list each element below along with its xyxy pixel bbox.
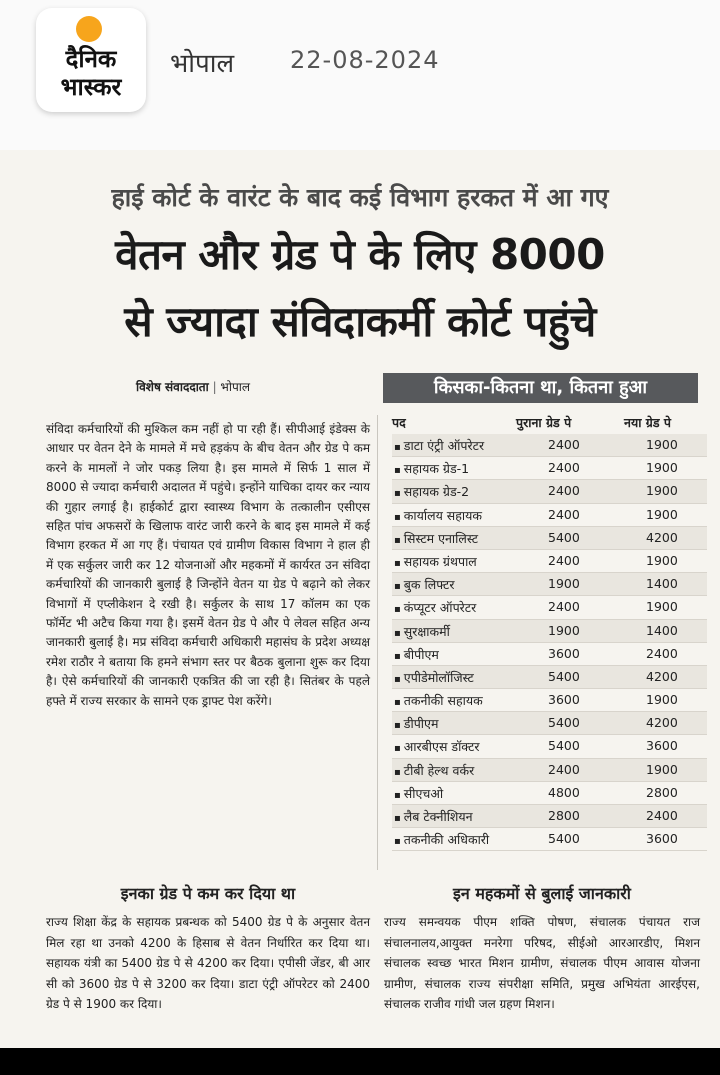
table-row [392, 504, 707, 527]
cell-post: ▪ सहायक ग्रेड-2 [394, 483, 469, 500]
cell-new: 1400 [646, 622, 678, 638]
table-row [392, 759, 707, 782]
table-header-row [392, 412, 707, 434]
table-row [392, 550, 707, 573]
table-body [392, 434, 707, 851]
grade-pay-table [392, 412, 707, 851]
table-row [392, 805, 707, 828]
cell-old: 2400 [548, 599, 580, 615]
cell-post: ▪ बुक लिफ्टर [394, 576, 454, 593]
cell-new: 1900 [646, 692, 678, 708]
sun-icon [76, 16, 102, 42]
clipping-header [0, 0, 720, 150]
subheading-reduced-grade-pay: इनका ग्रेड पे कम कर दिया था [120, 884, 296, 903]
cell-post: ▪ बीपीएम [394, 646, 439, 663]
cell-post: ▪ डाटा एंट्री ऑपरेटर [394, 437, 484, 454]
cell-old: 3600 [548, 645, 580, 661]
logo-text-line2: भास्कर [60, 72, 122, 101]
cell-post: ▪ सीएचओ [394, 785, 443, 802]
departments-text: राज्य समन्वयक पीएम शक्ति पोषण, संचालक पंचायत राज संचालनालय,आयुक्त मनरेगा परिषद, सीईओ आरआरडीए, मिशन संचालक स्वच्छ भारत मिशन ग्रामीण, संचालक पीएम आवास योजना ग्रामीण, संचालक राज्य संपरीक्षा समिति, प्रमुख अभियंता आरईएस, संचालक राजीव गांधी जल ग्रहण मिशन। [384, 915, 700, 1011]
cell-post: ▪ तकनीकी अधिकारी [394, 831, 489, 848]
cell-old: 5400 [548, 668, 580, 684]
cell-old: 5400 [548, 529, 580, 545]
cell-old: 5400 [548, 715, 580, 731]
cell-post: ▪ डीपीएम [394, 715, 438, 732]
logo-text-line1: दैनिक [65, 44, 117, 73]
table-row [392, 828, 707, 851]
table-title-banner: किसका-कितना था, कितना हुआ [383, 373, 698, 403]
cell-old: 2400 [548, 483, 580, 499]
edition-date: 22-08-2024 [290, 46, 440, 74]
column-divider [377, 415, 378, 870]
cell-new: 1900 [646, 506, 678, 522]
cell-new: 1900 [646, 599, 678, 615]
cell-new: 3600 [646, 738, 678, 754]
cell-new: 1900 [646, 761, 678, 777]
table-row [392, 782, 707, 805]
table-row [392, 573, 707, 596]
cell-post: ▪ लैब टेक्नीशियन [394, 808, 473, 825]
cell-new: 1900 [646, 460, 678, 476]
cell-post: ▪ आरबीएस डॉक्टर [394, 738, 480, 755]
byline-city: भोपाल [220, 380, 251, 394]
byline-separator: | [208, 380, 221, 394]
table-row [392, 735, 707, 758]
cell-new: 1900 [646, 552, 678, 568]
table-row [392, 596, 707, 619]
cell-new: 3600 [646, 831, 678, 847]
cell-old: 2800 [548, 808, 580, 823]
table-row [392, 620, 707, 643]
cell-post: ▪ सिस्टम एनालिस्ट [394, 530, 478, 547]
cell-old: 4800 [548, 784, 580, 800]
reduced-grade-pay-text: राज्य शिक्षा केंद्र के सहायक प्रबन्धक को 5400 ग्रेड पे के अनुसार वेतन मिल रहा था उनको 4200 के हिसाब से वेतन निर्धारित कर दिया था। सहायक यंत्री का 5400 ग्रेड पे से 4200 कर दिया। एपीसी जेंडर, बी आर सी को 3600 ग्रेड पे से 3200 कर दिया। डाटा एंट्री ऑपरेटर को 2400 ग्रेड पे से 1900 कर दिया। [46, 915, 370, 1011]
cell-post: ▪ सहायक ग्रंथपाल [394, 553, 477, 570]
cell-new: 2800 [646, 784, 678, 800]
cell-new: 1900 [646, 483, 678, 499]
cell-old: 5400 [548, 738, 580, 754]
cell-old: 5400 [548, 831, 580, 847]
byline [136, 378, 250, 395]
cell-new: 2400 [646, 808, 678, 823]
table-row [392, 434, 707, 457]
table-row [392, 689, 707, 712]
cell-post: ▪ तकनीकी सहायक [394, 692, 483, 709]
table-row [392, 666, 707, 689]
cell-post: ▪ सहायक ग्रेड-1 [394, 460, 469, 477]
cell-post: ▪ कार्यालय सहायक [394, 507, 482, 524]
cell-new: 4200 [646, 529, 678, 545]
header-post: पद [392, 415, 406, 430]
dainik-bhaskar-logo [36, 8, 146, 112]
cell-old: 2400 [548, 437, 580, 452]
headline-line1: वेतन और ग्रेड पे के लिए 8000 [115, 230, 605, 279]
header-new-grade-pay: नया ग्रेड पे [624, 415, 671, 430]
cell-old: 1900 [548, 576, 580, 592]
table-row [392, 527, 707, 550]
cell-new: 4200 [646, 715, 678, 731]
byline-role: विशेष संवाददाता [136, 380, 209, 394]
table-row [392, 457, 707, 480]
subheading-departments: इन महकमों से बुलाई जानकारी [453, 884, 631, 903]
cell-old: 3600 [548, 692, 580, 708]
cell-old: 2400 [548, 761, 580, 777]
cell-old: 2400 [548, 460, 580, 476]
cell-new: 1900 [646, 437, 678, 452]
cell-new: 1400 [646, 576, 678, 592]
table-row [392, 643, 707, 666]
bottom-black-bar [0, 1048, 720, 1075]
cell-new: 2400 [646, 645, 678, 661]
table-row [392, 480, 707, 503]
headline-line2: से ज्यादा संविदाकर्मी कोर्ट पहुंचे [124, 297, 596, 346]
headline-kicker: हाई कोर्ट के वारंट के बाद कई विभाग हरकत में आ गए [111, 183, 609, 212]
article-body: संविदा कर्मचारियों की मुश्किल कम नहीं हो पा रही हैं। सीपीआई इंडेक्स के आधार पर वेतन देने के मामले में मचे हड़कंप के बीच वेतन और ग्रेड पे कम करने के मामलों ने जोर पकड़ लिया है। इस मामले में सिर्फ 1 साल में 8000 से ज्यादा कर्मचारी अदालत में पहुंचे। इन्होंने याचिका दायर कर न्याय की गुहार लगाई है। हाईकोर्ट द्वारा स्वास्थ्य विभाग के तत्कालीन एसीएस सहित पांच अफसरों के खिलाफ वारंट जारी करने के बाद इस मामले में कई विभाग हरकत में आ गए हैं। पंचायत एवं ग्रामीण विकास विभाग ने हाल ही में एक सर्कुलर जारी कर 12 योजनाओं और महकमों में कार्यरत उन संविदा कर्मचारियों की जानकारी बुलाई है जिन्होंने वेतन या ग्रेड पे बढ़ाने को लेकर विभागों में एप्लीकेशन दे रखी है। सर्कुलर के साथ 17 कॉलम का एक फॉर्मेट भी अटैच किया गया है। इसमें वेतन ग्रेड पे और पे लेवल सहित अन्य जानकारी बुलाई है। मप्र संविदा कर्मचारी अधिकारी महासंघ के प्रदेश अध्यक्ष रमेश राठौर ने बताया कि हमने संभाग स्तर पर बैठक बुलाना शुरू कर दिया है। ऐसे कर्मचारियों की जानकारी एकत्रित की जा रही है। सितंबर के पहले हफ्ते में राज्य सरकार के सामने एक ड्राफ्ट पेश करेंगे। [46, 422, 370, 708]
cell-old: 1900 [548, 622, 580, 638]
cell-new: 4200 [646, 668, 678, 684]
table-row [392, 712, 707, 735]
cell-post: ▪ कंप्यूटर ऑपरेटर [394, 599, 476, 616]
cell-post: ▪ सुरक्षाकर्मी [394, 623, 450, 640]
cell-post: ▪ टीबी हेल्थ वर्कर [394, 762, 474, 779]
cell-old: 2400 [548, 552, 580, 568]
header-old-grade-pay: पुराना ग्रेड पे [516, 415, 572, 430]
edition-city: भोपाल [170, 49, 235, 79]
cell-post: ▪ एपीडेमोलॉजिस्ट [394, 669, 474, 686]
cell-old: 2400 [548, 506, 580, 522]
